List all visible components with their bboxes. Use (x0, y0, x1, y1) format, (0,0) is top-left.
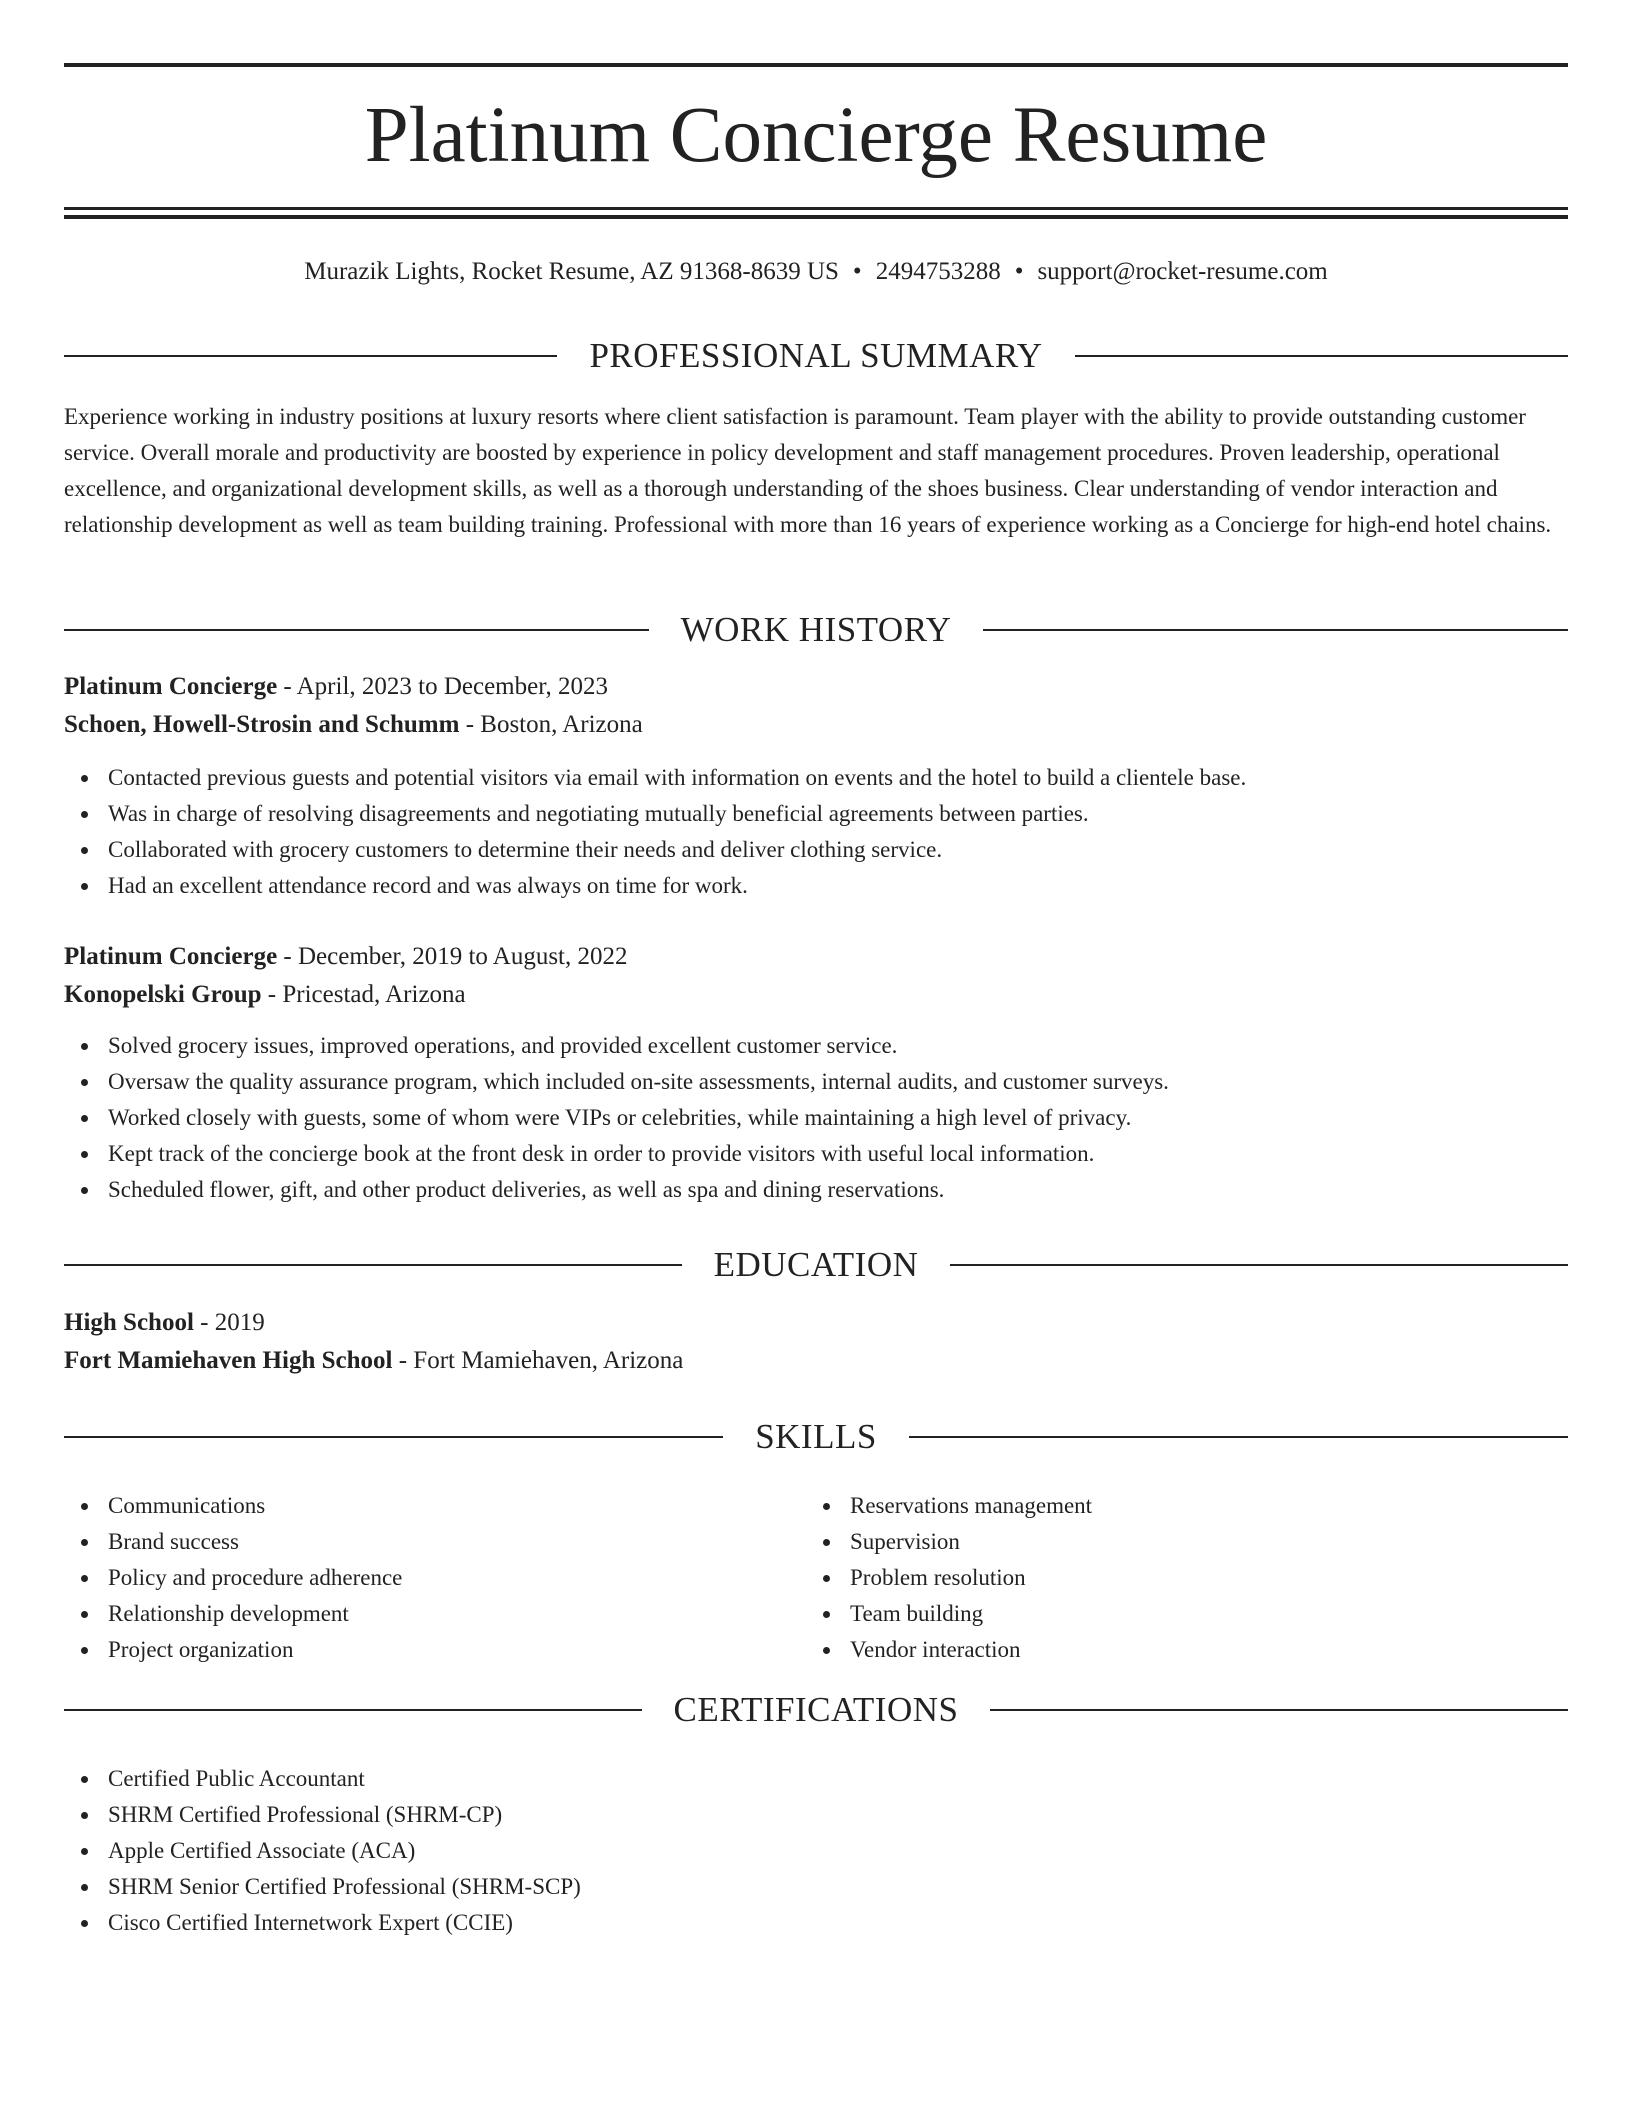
certification-item: Cisco Certified Internetwork Expert (CCIE) (64, 1905, 1568, 1941)
contact-separator: • (1014, 258, 1024, 285)
job-bullet: Solved grocery issues, improved operations, and provided excellent customer service. (64, 1028, 1568, 1064)
skill-item: Team building (806, 1596, 1546, 1632)
job-entry (64, 668, 1568, 904)
job-dates: - April, 2023 to December, 2023 (277, 673, 609, 700)
job-company: Schoen, Howell-Strosin and Schumm (64, 711, 460, 738)
title-rule-lower (64, 215, 1568, 219)
section-rule (64, 1436, 723, 1438)
job-title: Platinum Concierge (64, 673, 278, 700)
section-rule (64, 1264, 682, 1266)
skill-item: Brand success (64, 1524, 804, 1560)
education-year: - 2019 (193, 1309, 265, 1336)
section-header-skills (64, 1415, 1568, 1459)
skill-item: Vendor interaction (806, 1632, 1546, 1668)
education-degree-line (64, 1304, 1568, 1342)
job-location: - Boston, Arizona (459, 711, 643, 738)
job-bullets (64, 1028, 1568, 1208)
section-rule (909, 1436, 1568, 1438)
section-rule (64, 355, 557, 357)
section-title: EDUCATION (713, 1245, 919, 1284)
section-title: SKILLS (755, 1417, 877, 1456)
job-entry (64, 938, 1568, 1208)
section-header-education (64, 1243, 1568, 1287)
job-bullets (64, 760, 1568, 904)
skill-item: Communications (64, 1488, 804, 1524)
skill-item: Project organization (64, 1632, 804, 1668)
section-rule (983, 629, 1568, 631)
section-header-work (64, 608, 1568, 652)
job-title-line (64, 668, 1568, 706)
job-bullet: Collaborated with grocery customers to determine their needs and deliver clothing service. (64, 832, 1568, 868)
resume-title: Platinum Concierge Resume (364, 92, 1268, 179)
section-rule (950, 1264, 1568, 1266)
job-bullet: Contacted previous guests and potential visitors via email with information on events and the hotel to build a clientele base. (64, 760, 1568, 796)
section-title: CERTIFICATIONS (673, 1690, 959, 1729)
summary-text: Experience working in industry positions at luxury resorts where client satisfaction is paramount. Team player with the ability to provide outstanding customer service. Overall morale and productivity are boosted by experience in policy development and staff management procedures. Proven leadership, operational excellence, and organizational development skills, as well as a thorough understanding of the shoes business. Clear understanding of vendor interaction and relationship development as well as team building training. Professional with more than 16 years of experience working as a Concierge for high-end hotel chains. (64, 404, 1552, 537)
contact-email: support@rocket-resume.com (1037, 258, 1328, 285)
job-company-line (64, 706, 1568, 744)
skill-item: Problem resolution (806, 1560, 1546, 1596)
job-bullet: Was in charge of resolving disagreements and negotiating mutually beneficial agreements between parties. (64, 796, 1568, 832)
certification-item: SHRM Senior Certified Professional (SHRM-SCP) (64, 1869, 1568, 1905)
education-degree: High School (64, 1309, 194, 1336)
top-rule (64, 63, 1568, 67)
job-bullet: Scheduled flower, gift, and other product deliveries, as well as spa and dining reservations. (64, 1172, 1568, 1208)
job-dates: - December, 2019 to August, 2022 (277, 943, 628, 970)
section-header-summary (64, 334, 1568, 378)
contact-address: Murazik Lights, Rocket Resume, AZ 91368-8639 US (304, 258, 839, 285)
skill-item: Relationship development (64, 1596, 804, 1632)
job-location: - Pricestad, Arizona (261, 981, 466, 1008)
skill-item: Policy and procedure adherence (64, 1560, 804, 1596)
section-rule (64, 629, 649, 631)
contact-line (64, 254, 1568, 290)
section-header-certifications (64, 1688, 1568, 1732)
certification-item: SHRM Certified Professional (SHRM-CP) (64, 1797, 1568, 1833)
education-entry (64, 1304, 1568, 1380)
job-company: Konopelski Group (64, 981, 262, 1008)
section-title: PROFESSIONAL SUMMARY (589, 336, 1043, 375)
section-rule (990, 1709, 1568, 1711)
section-rule (64, 1709, 642, 1711)
certification-item: Certified Public Accountant (64, 1761, 1568, 1797)
skill-item: Reservations management (806, 1488, 1546, 1524)
certification-item: Apple Certified Associate (ACA) (64, 1833, 1568, 1869)
skills-list-right (806, 1488, 1546, 1668)
skill-item: Supervision (806, 1524, 1546, 1560)
job-bullet: Kept track of the concierge book at the front desk in order to provide visitors with useful local information. (64, 1136, 1568, 1172)
certifications-list (64, 1761, 1568, 1941)
education-school: Fort Mamiehaven High School (64, 1347, 393, 1374)
section-title: WORK HISTORY (680, 610, 952, 649)
contact-separator: • (852, 258, 862, 285)
skills-list-left (64, 1488, 804, 1668)
job-bullet: Oversaw the quality assurance program, which included on-site assessments, internal audits, and customer surveys. (64, 1064, 1568, 1100)
education-location: - Fort Mamiehaven, Arizona (392, 1347, 684, 1374)
contact-phone: 2494753288 (875, 258, 1001, 285)
job-bullet: Had an excellent attendance record and was always on time for work. (64, 868, 1568, 904)
job-company-line (64, 976, 1568, 1014)
job-bullet: Worked closely with guests, some of whom were VIPs or celebrities, while maintaining a high level of privacy. (64, 1100, 1568, 1136)
title-rule-upper (64, 207, 1568, 210)
job-title-line (64, 938, 1568, 976)
section-rule (1075, 355, 1568, 357)
education-school-line (64, 1342, 1568, 1380)
job-title: Platinum Concierge (64, 943, 278, 970)
